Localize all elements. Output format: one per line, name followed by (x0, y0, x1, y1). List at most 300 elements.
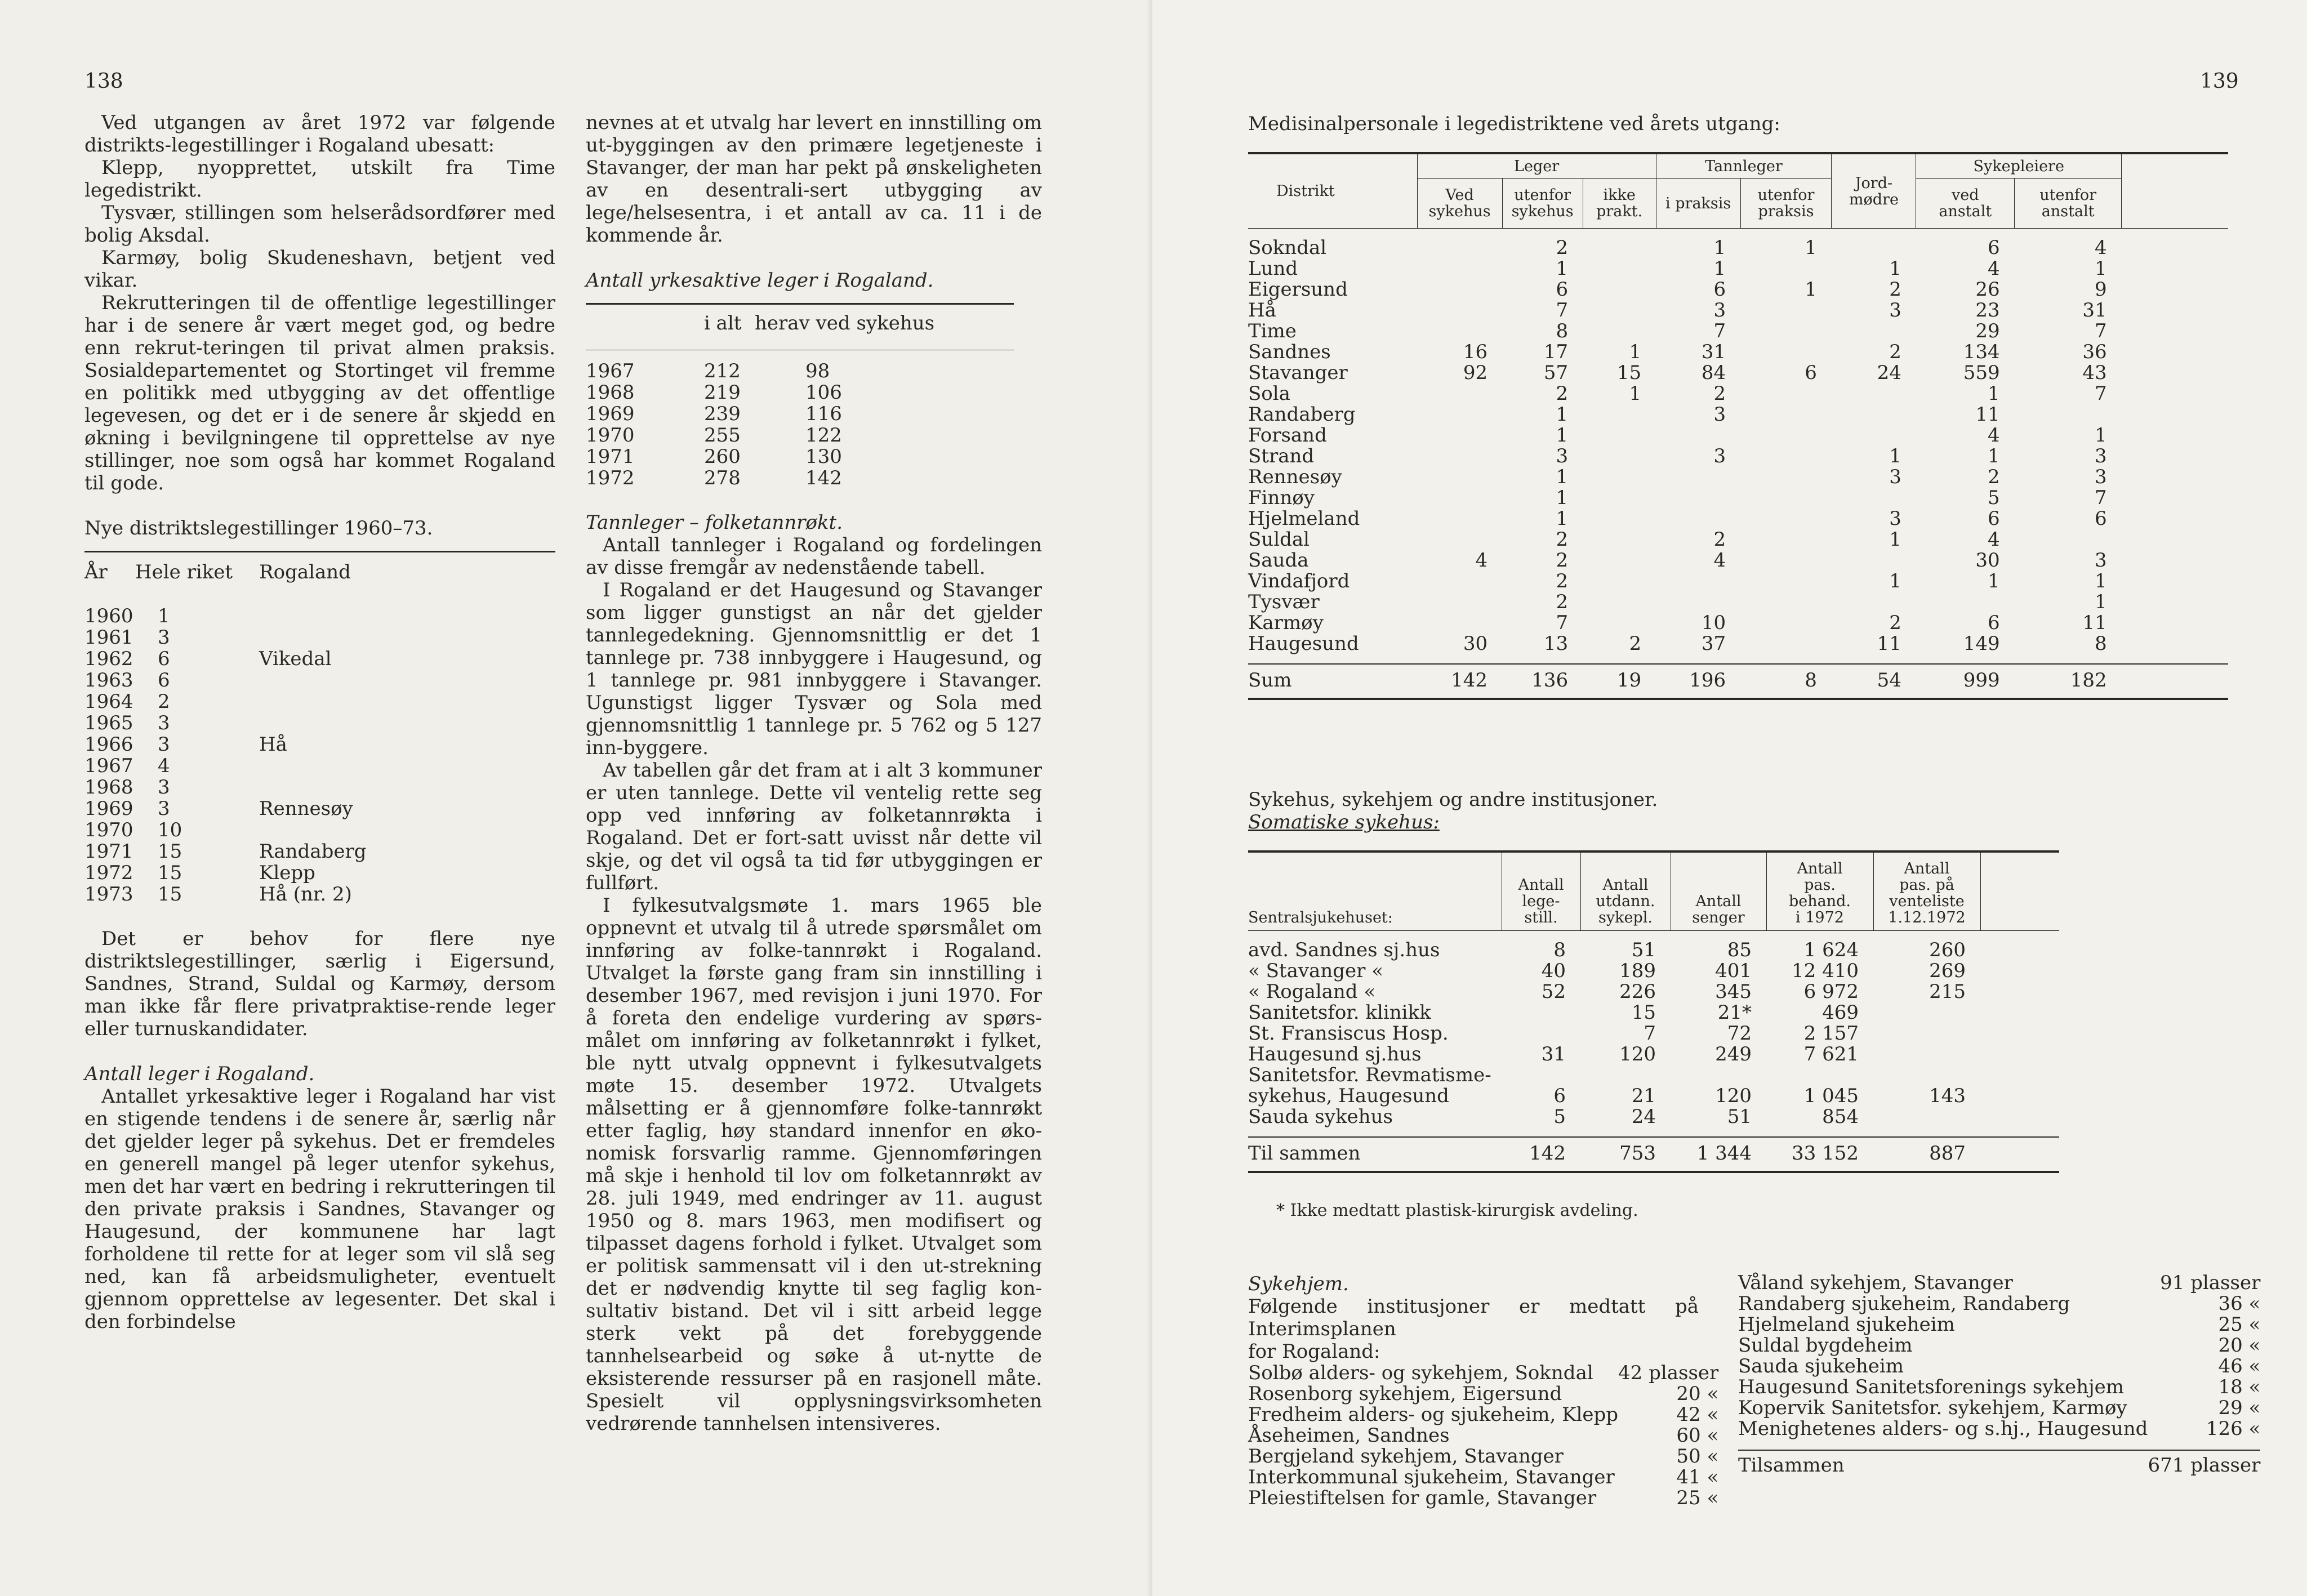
total-value: 142 (1502, 1137, 1580, 1172)
value-cell (1873, 1065, 1980, 1086)
value-cell (1916, 592, 2015, 613)
value-cell: 85 (1727, 939, 1752, 961)
value-cell: 3 (1713, 299, 1726, 322)
table-row (1248, 1002, 2059, 1023)
value-cell: 2 (1889, 341, 1901, 363)
value-cell: 1 (1629, 382, 1642, 405)
value-cell: 3 (1556, 445, 1569, 467)
institution-name: Bergjeland sykehjem, Stavanger (1248, 1445, 1564, 1468)
district-cell: Vindafjord (1248, 570, 1350, 592)
value-cell: 3 (1713, 403, 1726, 426)
district-cell: Stavanger (1248, 362, 1348, 384)
list-item (1738, 1294, 2260, 1314)
value-cell (1417, 384, 1502, 404)
column-header: ikke prakt. (1583, 179, 1656, 229)
institution-name: Hjelmeland sjukeheim (1738, 1313, 1955, 1336)
value-cell (1740, 342, 1832, 363)
hospital-name: St. Fransiscus Hosp. (1248, 1022, 1449, 1045)
table-row (1248, 279, 2228, 300)
value-cell: 1 (1805, 278, 1817, 301)
value-cell (1740, 258, 1832, 279)
value-cell (1740, 571, 1832, 592)
total-value: 887 (1873, 1137, 1980, 1172)
value-cell: 9 (2095, 278, 2107, 301)
value-cell (1656, 467, 1740, 488)
table-row (1248, 1044, 2059, 1065)
nursing-homes-right (1738, 1273, 2260, 1476)
rogaland-cell (259, 627, 555, 648)
year-cell: 1973 (84, 883, 133, 906)
value-cell: 12 410 (1792, 960, 1859, 982)
district-cell: Hå (1248, 299, 1276, 322)
column-header: i praksis (1656, 179, 1740, 229)
column-header: Leger (1417, 153, 1656, 179)
count-cell: 3 (158, 712, 170, 734)
paragraph: I fylkesutvalgsmøte 1. mars 1965 ble oppnevnt et utvalg til å utrede spørsmålet om innføring av folke-tannrøkt i Rogaland. Utvalget la første gang fram sin innstilling i desember 1967, med revisjon i juni 1970. For å foreta den endelige vurdering av spørs-målet om innføring av folketannrøkt i fylket, ble nytt utvalg oppnevnt i fylkesutvalgets møte 15. desember 1972. Utvalgets målsetting er å gjennomføre folke-tannrøkt etter faglig, høy standard innenfor en øko-nomisk forsvarlig ramme. Gjennomføringen må skje i henhold til lov om folketannrøkt av 28. juli 1949, med endringer av 11. august 1950 og 8. mars 1963, men modifisert og tilpasset dagens forhold i fylket. Utvalget som er politisk sammensatt vil i den ut-strekning det er nødvendig knytte til seg faglig kon-sultativ bistand. Det vil i sitt arbeid legge sterk vekt på det forebyggende tannhelsearbeid og søke å ut-nytte de eksisterende ressurser på en rasjonell måte. Spesielt vil opplysningsvirksomheten vedrørende tannhelsen intensiveres. (586, 894, 1042, 1435)
rogaland-cell (259, 691, 555, 712)
value-cell: 559 (1963, 362, 2000, 384)
year-cell: 1964 (84, 690, 133, 713)
value-cell (1580, 1065, 1671, 1086)
value-cell: 31 (1541, 1043, 1566, 1066)
value-cell: 24 (1877, 362, 1901, 384)
value-cell: 7 (1556, 299, 1569, 322)
value-cell: 5 (1553, 1105, 1566, 1128)
places-count: 41 « (1676, 1466, 1719, 1488)
column-header: Rogaland (259, 561, 351, 583)
count-cell: 15 (158, 862, 182, 884)
value-cell: 31 (1701, 341, 1726, 363)
rogaland-cell (259, 777, 555, 798)
value-cell: 6 972 (1803, 980, 1859, 1003)
institution-name: Åseheimen, Sandnes (1248, 1424, 1450, 1447)
total-label: Til sammen (1248, 1137, 1502, 1172)
table-row (1248, 425, 2228, 446)
column-header: Distrikt (1248, 153, 1417, 229)
district-cell: Lund (1248, 257, 1298, 280)
footnote-text: * Ikke medtatt plastisk-kirurgisk avdeling. (1276, 1201, 1638, 1220)
column-header: Antall lege-still. (1502, 852, 1580, 931)
hospitals-table (1248, 850, 2059, 1173)
sum-value: 19 (1583, 664, 1656, 699)
table-row (84, 819, 555, 841)
section-heading: Antall leger i Rogaland. (84, 1063, 315, 1085)
value-cell: 6 (1805, 362, 1817, 384)
value-cell (2015, 529, 2122, 550)
year-cell: 1971 (586, 445, 635, 468)
personnel-title (1248, 113, 1811, 135)
year-cell: 1971 (84, 840, 133, 863)
value-cell: 30 (1463, 632, 1488, 655)
hospital-cell: 142 (805, 467, 842, 489)
year-cell: 1962 (84, 648, 133, 670)
value-cell: 149 (1963, 632, 2000, 655)
nursing-homes-left (1248, 1363, 1718, 1509)
hospitals-heading (1248, 788, 1924, 833)
hospital-cell: 122 (805, 424, 842, 447)
table-row (1248, 404, 2228, 425)
total-value: 33 152 (1766, 1137, 1873, 1172)
table-row (84, 670, 555, 691)
sum-value: 142 (1417, 664, 1502, 699)
value-cell (1740, 509, 1832, 529)
value-cell: 120 (1715, 1085, 1752, 1107)
value-cell: 1 045 (1803, 1085, 1859, 1107)
hospital-name: Sanitetsfor. Revmatisme- (1248, 1064, 1491, 1086)
value-cell (1656, 592, 1740, 613)
value-cell: 1 (1556, 466, 1569, 488)
total-cell: 278 (704, 467, 741, 489)
value-cell: 1 (1889, 570, 1901, 592)
institution-name: Randaberg sjukeheim, Randaberg (1738, 1292, 2070, 1315)
value-cell: 1 (1805, 237, 1817, 259)
list-item (1248, 1405, 1718, 1425)
table-row (1248, 488, 2228, 509)
value-cell: 1 (1988, 382, 2000, 405)
places-count: 126 « (2206, 1417, 2261, 1440)
value-cell: 4 (1988, 257, 2000, 280)
value-cell (1583, 321, 1656, 342)
paragraph: Av tabellen går det fram at i alt 3 kommuner er uten tannlege. Dette vil ventelig rette seg opp ved innføring av folketannrøkta i Rogaland. Det er fort-satt uvisst når dette vil skje, og det vil også ta tid før utbyggingen er fullført. (586, 759, 1042, 894)
paragraph: Rekrutteringen til de offentlige legestillinger har i de senere år vært meget god, og bedre enn rekrut-teringen til privat almen praksis. Sosialdepartementet og Stortinget vil fremme en politikk med utbygging av det offentlige legevesen, og det er i de senere år skjedd en økning i bevilgningene til opprettelse av nye stillinger, noe som også har kommet Rogaland til gode. (84, 292, 555, 494)
value-cell (1671, 1065, 1766, 1086)
total-cell: 260 (704, 445, 741, 468)
places-count: 20 « (2218, 1334, 2261, 1357)
value-cell (1832, 321, 1916, 342)
value-cell: 3 (2095, 466, 2107, 488)
personnel-table (1248, 152, 2228, 700)
year-cell: 1969 (84, 797, 133, 820)
hospital-name: avd. Sandnes sj.hus (1248, 939, 1440, 961)
value-cell (1832, 238, 1916, 258)
value-cell: 1 624 (1803, 939, 1859, 961)
value-cell (1502, 1065, 1580, 1086)
table-row (586, 350, 1014, 382)
value-cell (1656, 509, 1740, 529)
district-cell: Rennesøy (1248, 466, 1342, 488)
value-cell (1417, 592, 1502, 613)
value-cell (1873, 1023, 1980, 1044)
value-cell (1832, 404, 1916, 425)
count-cell: 3 (158, 776, 170, 799)
value-cell (1583, 446, 1656, 467)
rogaland-cell: Randaberg (259, 840, 367, 863)
year-cell: 1972 (586, 467, 635, 489)
hospital-name: Sanitetsfor. klinikk (1248, 1001, 1431, 1024)
value-cell (1417, 321, 1502, 342)
count-cell: 3 (158, 797, 170, 820)
value-cell (1417, 425, 1502, 446)
value-cell: 226 (1619, 980, 1656, 1003)
value-cell: 2 (1556, 237, 1569, 259)
places-count: 18 « (2218, 1376, 2261, 1398)
value-cell (1740, 446, 1832, 467)
value-cell: 8 (1553, 939, 1566, 961)
value-cell: 21* (1717, 1001, 1752, 1024)
value-cell: 269 (1929, 960, 1966, 982)
sum-row (1248, 664, 2228, 699)
value-cell: 24 (1631, 1105, 1656, 1128)
table-row (1248, 342, 2228, 363)
value-cell: 51 (1631, 939, 1656, 961)
total-value: 671 plasser (2148, 1454, 2261, 1477)
value-cell: 1 (2095, 591, 2107, 613)
value-cell: 1 (1556, 257, 1569, 280)
places-count: 91 plasser (2160, 1272, 2261, 1294)
year-cell: 1972 (84, 862, 133, 884)
value-cell (1740, 488, 1832, 509)
sum-value: 8 (1740, 664, 1832, 699)
value-cell: 401 (1715, 960, 1752, 982)
column-header: utenfor praksis (1740, 179, 1832, 229)
column-header: Hele riket (135, 561, 233, 583)
paragraph: Det er behov for flere nye distriktslegestillinger, særlig i Eigersund, Sandnes, Strand, Suldal og Karmøy, dersom man ikke får flere privatpraktise-rende leger eller turnuskandidater. (84, 928, 555, 1040)
value-cell (1740, 634, 1832, 654)
value-cell: 52 (1541, 980, 1566, 1003)
section-heading: Antall yrkesaktive leger i Rogaland. (586, 269, 934, 292)
column-header: Ved sykehus (1417, 179, 1502, 229)
count-cell: 1 (158, 605, 170, 627)
value-cell: 7 (1644, 1022, 1656, 1045)
value-cell: 249 (1715, 1043, 1752, 1066)
table-row (1248, 238, 2228, 258)
value-cell (1583, 550, 1656, 571)
places-count: 20 « (1676, 1383, 1719, 1405)
footnote (1276, 1200, 1896, 1222)
list-item (1738, 1314, 2260, 1335)
value-cell: 31 (2082, 299, 2107, 322)
value-cell: 1 (1713, 237, 1726, 259)
value-cell: 3 (2095, 549, 2107, 572)
count-cell: 15 (158, 883, 182, 906)
value-cell: 469 (1822, 1001, 1859, 1024)
institution-name: Våland sykehjem, Stavanger (1738, 1272, 2013, 1294)
hospital-name: Sauda sykehus (1248, 1105, 1393, 1128)
year-cell: 1968 (84, 776, 133, 799)
value-cell: 1 (1713, 257, 1726, 280)
institution-name: Pleiestiftelsen for gamle, Stavanger (1248, 1487, 1597, 1509)
table-row (84, 627, 555, 648)
table-row (84, 712, 555, 734)
table-row (1248, 363, 2228, 384)
value-cell: 51 (1727, 1105, 1752, 1128)
count-cell: 3 (158, 733, 170, 756)
total-spacer (1980, 1137, 2059, 1172)
value-cell: 72 (1727, 1022, 1752, 1045)
value-cell (1583, 425, 1656, 446)
left-column-1 (84, 112, 555, 1333)
district-cell: Suldal (1248, 528, 1310, 551)
paragraph: Klepp, nyopprettet, utskilt fra Time legedistrikt. (84, 157, 555, 202)
intro-text: for Rogaland: (1248, 1340, 1380, 1363)
column-header: ved anstalt (1916, 179, 2015, 229)
value-cell (1583, 238, 1656, 258)
column-header: Jord-mødre (1832, 153, 1916, 229)
sum-value: 196 (1656, 664, 1740, 699)
places-count: 36 « (2218, 1292, 2261, 1315)
value-cell: 1 (2095, 570, 2107, 592)
table-row (586, 425, 1014, 446)
table-row (1248, 300, 2228, 321)
value-cell: 4 (2095, 237, 2107, 259)
column-header: År (84, 561, 108, 583)
table-row (1248, 634, 2228, 654)
table-row (586, 382, 1014, 403)
value-cell (1417, 279, 1502, 300)
value-cell (1417, 488, 1502, 509)
section-title: Sykehus, sykehjem og andre institusjoner. (1248, 788, 1658, 811)
value-cell: 30 (1975, 549, 2000, 572)
page-number-left: 138 (84, 70, 123, 93)
list-item (1738, 1377, 2260, 1398)
value-cell (1583, 467, 1656, 488)
value-cell: 6 (2095, 507, 2107, 530)
value-cell: 16 (1463, 341, 1488, 363)
count-cell: 3 (158, 626, 170, 649)
section-heading: Tannleger – folketannrøkt. (586, 511, 843, 534)
value-cell (1583, 488, 1656, 509)
value-cell: 11 (2082, 612, 2107, 634)
value-cell: 2 (1713, 528, 1726, 551)
value-cell: 3 (1889, 507, 1901, 530)
value-cell: 84 (1701, 362, 1726, 384)
value-cell (1417, 404, 1502, 425)
district-cell: Eigersund (1248, 278, 1348, 301)
value-cell (1583, 509, 1656, 529)
column-header: i alt (704, 312, 742, 335)
table-row (1248, 467, 2228, 488)
page-number-right: 139 (2200, 70, 2239, 93)
column-header: utenfor anstalt (2015, 179, 2122, 229)
value-cell: 21 (1631, 1085, 1656, 1107)
rogaland-cell: Hå (259, 733, 287, 756)
list-item (1738, 1356, 2260, 1377)
value-cell: 1 (2095, 424, 2107, 447)
value-cell (1656, 425, 1740, 446)
table-title: Nye distriktslegestillinger 1960–73. (84, 517, 433, 540)
district-cell: Randaberg (1248, 403, 1356, 426)
district-cell: Sauda (1248, 549, 1309, 572)
value-cell: 143 (1929, 1085, 1966, 1107)
value-cell: 2 157 (1803, 1022, 1859, 1045)
section-heading: Sykehjem. (1248, 1273, 1349, 1295)
district-cell: Sokndal (1248, 237, 1327, 259)
value-cell: 4 (1713, 549, 1726, 572)
institution-name: Rosenborg sykehjem, Eigersund (1248, 1383, 1562, 1405)
table-row (84, 691, 555, 712)
district-cell: Sola (1248, 382, 1290, 405)
value-cell (1740, 529, 1832, 550)
sum-value: 182 (2015, 664, 2122, 699)
value-cell (1832, 384, 1916, 404)
table-row (1248, 961, 2059, 982)
total-cell: 219 (704, 381, 741, 404)
count-cell: 10 (158, 819, 182, 841)
table-row (1248, 613, 2228, 634)
table-row (586, 446, 1014, 467)
value-cell (1832, 550, 1916, 571)
column-header: Tannleger (1656, 153, 1832, 179)
total-row (1248, 1137, 2059, 1172)
institution-name: Sauda sjukeheim (1738, 1355, 1904, 1377)
value-cell (1583, 258, 1656, 279)
hospital-name: « Stavanger « (1248, 960, 1383, 982)
value-cell: 1 (1889, 445, 1901, 467)
value-cell: 6 (1556, 278, 1569, 301)
value-cell: 6 (1988, 237, 2000, 259)
hospital-name: « Rogaland « (1248, 980, 1376, 1003)
value-cell: 189 (1619, 960, 1656, 982)
value-cell (1583, 279, 1656, 300)
value-cell (1740, 467, 1832, 488)
table-row (586, 467, 1014, 489)
table-row (1248, 529, 2228, 550)
places-count: 50 « (1676, 1445, 1719, 1468)
count-cell: 2 (158, 690, 170, 713)
value-cell (1873, 1002, 1980, 1023)
paragraph: Antall tannleger i Rogaland og fordelingen av disse fremgår av nedenstående tabell. (586, 534, 1042, 579)
value-cell (1740, 592, 1832, 613)
value-cell: 2 (1713, 382, 1726, 405)
count-cell: 6 (158, 669, 170, 692)
value-cell: 345 (1715, 980, 1752, 1003)
value-cell (1417, 613, 1502, 634)
hospital-cell: 130 (805, 445, 842, 468)
value-cell: 260 (1929, 939, 1966, 961)
year-cell: 1968 (586, 381, 635, 404)
year-cell: 1967 (586, 360, 635, 382)
right-page (1152, 0, 2307, 1596)
value-cell: 6 (1713, 278, 1726, 301)
table-row (84, 777, 555, 798)
value-cell: 15 (1616, 362, 1642, 384)
column-header: Antall pas. på venteliste 1.12.1972 (1873, 852, 1980, 931)
sum-value: 54 (1832, 664, 1916, 699)
list-item (1248, 1425, 1718, 1446)
column-header: Antall pas. behand. i 1972 (1766, 852, 1873, 931)
table-row (1248, 1023, 2059, 1044)
sum-spacer (2122, 664, 2228, 699)
hospital-name: sykehus, Haugesund (1248, 1085, 1449, 1107)
value-cell: 8 (1556, 320, 1569, 342)
value-cell: 5 (1988, 487, 2000, 509)
district-cell: Hjelmeland (1248, 507, 1360, 530)
value-cell: 1 (2095, 257, 2107, 280)
value-cell (1417, 258, 1502, 279)
paragraph: Karmøy, bolig Skudeneshavn, betjent ved vikar. (84, 247, 555, 292)
value-cell: 57 (1543, 362, 1569, 384)
district-cell: Haugesund (1248, 632, 1359, 655)
value-cell (1583, 571, 1656, 592)
sum-value: 136 (1502, 664, 1583, 699)
places-count: 25 « (2218, 1313, 2261, 1336)
value-cell (1740, 300, 1832, 321)
value-cell: 43 (2082, 362, 2107, 384)
total-value: 753 (1580, 1137, 1671, 1172)
value-cell (1417, 467, 1502, 488)
table-row (84, 755, 555, 777)
district-cell: Strand (1248, 445, 1315, 467)
value-cell: 17 (1543, 341, 1569, 363)
institution-name: Haugesund Sanitetsforenings sykehjem (1738, 1376, 2125, 1398)
places-count: 25 « (1676, 1487, 1719, 1509)
value-cell (1656, 488, 1740, 509)
value-cell (2015, 404, 2122, 425)
value-cell (1583, 529, 1656, 550)
total-cell: 239 (704, 403, 741, 425)
hospital-name: Haugesund sj.hus (1248, 1043, 1422, 1066)
value-cell (1583, 592, 1656, 613)
